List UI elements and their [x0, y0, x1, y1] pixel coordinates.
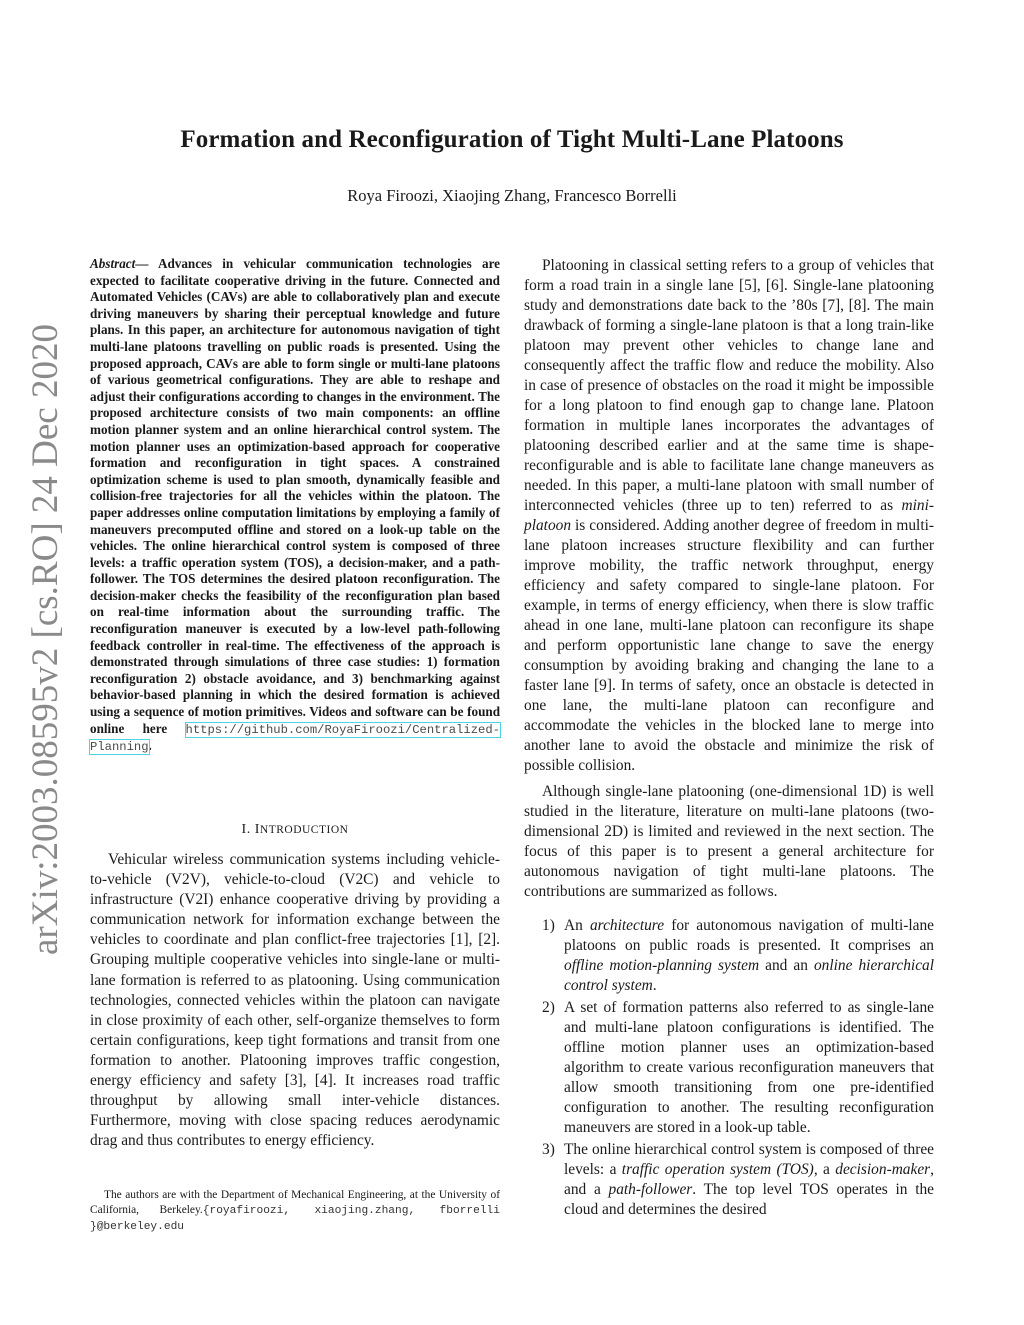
text-run: for autonomous navigation of multi-lane platoons on public roads is presented. It comprises an	[564, 917, 934, 954]
abstract-label: Abstract	[90, 256, 136, 271]
right-column	[524, 256, 934, 1222]
list-item	[524, 1140, 934, 1220]
section-initial: I	[254, 822, 260, 837]
text-run: . The top level TOS operates in the cloud and determines the desired	[564, 1181, 934, 1218]
emphasis: decision-maker	[835, 1161, 931, 1178]
text-run: A set of formation patterns also referred to as single-lane and multi-lane platoon configurations is identified. The offline motion planner uses an optimization-based algorithm to create various reconfiguration maneuvers that allow smooth transitioning from one pre-identified configuration to another. The resulting reconfiguration maneuvers are stored in a look-up table.	[564, 999, 934, 1136]
abstract-text: Advances in vehicular communication technologies are expected to facilitate cooperative driving in the future. Connected and Automated Vehicles (CAVs) are able to collaboratively plan and execute driving maneuvers by sharing their perceptual knowledge and future plans. In this paper, an architecture for autonomous navigation of tight multi-lane platoons travelling on public roads is presented. Using the proposed approach, CAVs are able to form single or multi-lane platoons of various geometrical configurations. They are able to reshape and adjust their configurations according to changes in the environment. The proposed architecture consists of two main components: an offline motion planner system and an online hierarchical control system. The motion planner uses an optimization-based approach for cooperative formation and reconfiguration in tight spaces. A constrained optimization scheme is used to plan smooth, dynamically feasible and collision-free trajectories for all the vehicles within the platoon. The paper addresses online computation limitations by employing a family of maneuvers precomputed offline and stored on a look-up table on the vehicles. The online hierarchical control system is composed of three levels: a traffic operation system (TOS), a decision-maker, and a path-follower. The TOS determines the desired platoon reconfiguration. The decision-maker checks the feasibility of the reconfiguration plan based on real-time information about the surrounding traffic. The reconfiguration maneuver is executed by a low-level path-following feedback controller in real-time. The effectiveness of the approach is demonstrated through simulations of three case studies: 1) formation reconfiguration 2) obstacle avoidance, and 3) benchmarking against behavior-based planning in which the desired formation is achieved using a sequence of motion primitives. Videos and software can be found online here	[90, 256, 500, 736]
text-run: and an	[759, 957, 814, 974]
emphasis: traffic operation system (TOS)	[621, 1161, 814, 1178]
footnote-emails: {royafiroozi, xiaojing.zhang, fborrelli }@berkeley.edu	[90, 1205, 500, 1233]
abstract	[90, 256, 500, 756]
text-run: , and a	[564, 1161, 935, 1198]
footnote-text: The authors are with the Department of Mechanical Engineering, at the University of California, Berkeley.	[90, 1189, 500, 1216]
abstract-end: .	[148, 738, 152, 754]
section-rest: NTRODUCTION	[259, 824, 349, 836]
text-run: Platooning in classical setting refers to a group of vehicles that form a road train in a single lane [5], [6]. Single-lane platooning study and demonstrations date back to the ’80s [7], [8]. The main drawback of forming a single-lane platoon is that a long train-like platoon may prevent other vehicles to change lane and consequently affect the traffic flow and reduce the mobility. Also in case of presence of obstacles on the road it might be impossible for a long platoon to find enough gap to change lane. Platoon formation in multiple lanes incorporates the advantages of platooning described earlier and at the same time is shape-reconfigurable and is able to facilitate lane change maneuvers as needed. In this paper, a multi-lane platoon with small number of interconnected vehicles (three up to ten) referred to as	[524, 257, 934, 514]
author-list: Roya Firoozi, Xiaojing Zhang, Francesco Borrelli	[347, 186, 677, 205]
contributions-list	[524, 916, 934, 1220]
emphasis-mini-platoon: mini-platoon	[524, 497, 934, 534]
emphasis: architecture	[589, 917, 665, 934]
text-run: The online hierarchical control system is composed of three levels: a	[564, 1141, 934, 1178]
list-number: 2)	[542, 999, 555, 1016]
paper-title: Formation and Reconfiguration of Tight Multi-Lane Platoons	[180, 126, 844, 153]
intro-paragraph: Vehicular wireless communication systems including vehicle-to-vehicle (V2V), vehicle-to-cloud (V2C) and vehicle to infrastructure (V2I) enhance cooperative driving by providing a communication network for information exchange between the vehicles to coordinate and plan conflict-free trajectories [1], [2]. Grouping multiple cooperative vehicles into single-lane or multi-lane formation is referred to as platooning. Using communication technologies, connected vehicles within the platoon can navigate in close proximity of each other, self-organize themselves to form certain configurations, keep tight formations and transit from one formation to another. Platooning improves traffic congestion, energy efficiency and safety [3], [4]. It increases road traffic throughput by allowing small inter-vehicle distances. Furthermore, moving with close spacing reduces aerodynamic drag and thus contributes to energy efficiency.	[90, 851, 500, 1150]
arxiv-watermark	[8, 324, 68, 955]
emphasis: path-follower	[608, 1181, 693, 1198]
text-run: is considered. Adding another degree of freedom in multi-lane platoon increases structure flexibility and can further improve mobility, the traffic network throughput, energy efficiency and safety compared to single-lane platoon. For example, in terms of energy efficiency, when there is slow traffic ahead in one lane, multi-lane platoon can reconfigure its shape and perform opportunistic lane change to save the energy consumption by avoiding braking and changing the lane to a faster lane [9]. In terms of safety, once an obstacle is detected in one lane, the multi-lane platoon can reconfigure and accommodate the vehicles in the blocked lane to merge into another lane to avoid the obstacle and minimize the risk of possible collision.	[524, 517, 934, 774]
list-number: 3)	[542, 1141, 555, 1158]
paragraph-platooning	[524, 256, 934, 776]
emphasis: offline motion-planning system	[564, 957, 760, 974]
text-run: An	[564, 917, 590, 934]
repository-link[interactable]: https://github.com/RoyaFiroozi/Centralized-Planning	[90, 722, 500, 755]
emphasis: online hierarchical control system	[564, 957, 934, 994]
list-item	[524, 916, 934, 996]
author-footnote	[90, 1188, 500, 1235]
section-heading-introduction	[90, 822, 500, 838]
list-item	[524, 998, 934, 1138]
text-run: , a	[813, 1161, 836, 1178]
abstract-dash: —	[135, 256, 158, 271]
text-run: .	[652, 977, 657, 994]
paragraph-contributions-intro: Although single-lane platooning (one-dimensional 1D) is well studied in the literature, literature on multi-lane platoons (two-dimensional 2D) is limited and reviewed in the next section. The focus of this paper is to present a general architecture for autonomous navigation of tight multi-lane platoons. The contributions are summarized as follows.	[524, 783, 934, 900]
section-number: I.	[241, 822, 255, 837]
arxiv-id: arXiv:2003.08595v2 [cs.RO] 24 Dec 2020	[25, 324, 66, 955]
list-number: 1)	[542, 917, 555, 934]
